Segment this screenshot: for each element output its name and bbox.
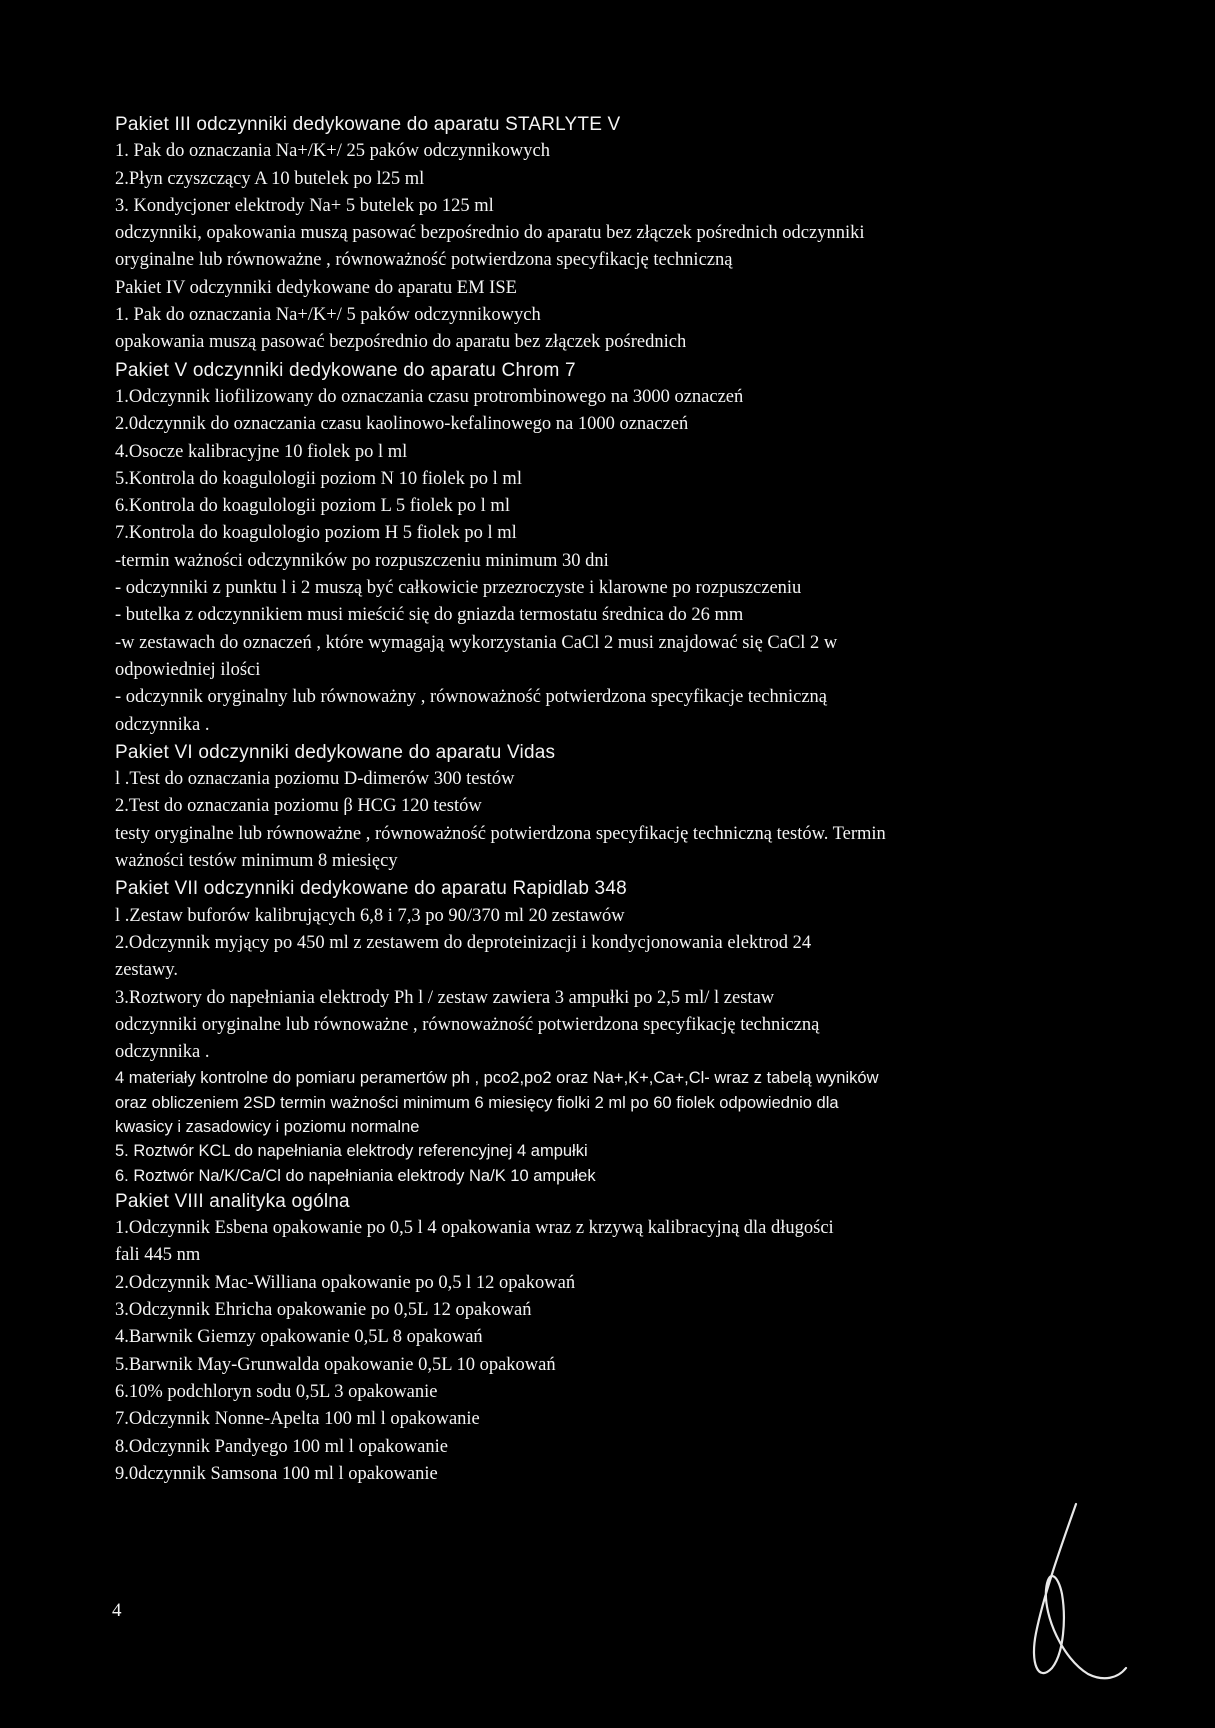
text-line: 2.Odczynnik myjący po 450 ml z zestawem do deproteinizacji i kondycjonowania elektrod 24 [115, 932, 812, 953]
text-line: 6.Kontrola do koagulologii poziom L 5 fiolek po l ml [115, 496, 510, 517]
text-line: l .Zestaw buforów kalibrujących 6,8 i 7,3 po 90/370 ml 20 zestawów [115, 905, 625, 926]
text-line: 3.Roztwory do napełniania elektrody Ph l / zestaw zawiera 3 ampułki po 2,5 ml/ l zestaw [115, 987, 775, 1008]
text-line: kwasicy i zasadowicy i poziomu normalne [115, 1117, 420, 1136]
text-line: odczynnika . [115, 1042, 210, 1063]
section-heading: Pakiet VIII analityka ogólna [115, 1190, 350, 1212]
text-line: ważności testów minimum 8 miesięcy [115, 851, 398, 872]
text-line: 1.Odczynnik liofilizowany do oznaczania czasu protrombinowego na 3000 oznaczeń [115, 386, 744, 407]
text-line: -termin ważności odczynników po rozpuszczeniu minimum 30 dni [115, 550, 609, 571]
section-heading: Pakiet VI odczynniki dedykowane do aparatu Vidas [115, 741, 556, 763]
text-line: -w zestawach do oznaczeń , które wymagają wykorzystania CaCl 2 musi znajdować się CaCl 2 w [115, 632, 838, 653]
text-line: 5. Roztwór KCL do napełniania elektrody referencyjnej 4 ampułki [115, 1142, 588, 1161]
text-line: 5.Barwnik May-Grunwalda opakowanie 0,5L 10 opakowań [115, 1354, 556, 1375]
text-line: 1.Odczynnik Esbena opakowanie po 0,5 l 4 opakowania wraz z krzywą kalibracyjną dla długości [115, 1218, 834, 1239]
text-line: 2.Test do oznaczania poziomu β HCG 120 testów [115, 796, 482, 817]
text-line: odczynniki, opakowania muszą pasować bezpośrednio do aparatu bez złączek pośrednich odczynniki [115, 223, 865, 244]
text-line: Pakiet IV odczynniki dedykowane do aparatu EM ISE [115, 277, 517, 298]
text-line: 6. Roztwór Na/K/Ca/Cl do napełniania elektrody Na/K 10 ampułek [115, 1166, 596, 1185]
text-line: 2.0dczynnik do oznaczania czasu kaolinowo-kefalinowego na 1000 oznaczeń [115, 414, 689, 435]
section-heading: Pakiet V odczynniki dedykowane do aparatu Chrom 7 [115, 359, 576, 381]
document-body [115, 111, 1115, 1488]
section-heading: Pakiet III odczynniki dedykowane do aparatu STARLYTE V [115, 114, 621, 135]
text-line: 2.Płyn czyszczący A 10 butelek po l25 ml [115, 168, 425, 189]
text-line: opakowania muszą pasować bezpośrednio do aparatu bez złączek pośrednich [115, 332, 687, 353]
text-line: - odczynniki z punktu l i 2 muszą być całkowicie przezroczyste i klarowne po rozpuszczeniu [115, 578, 802, 599]
text-line: testy oryginalne lub równoważne , równoważność potwierdzona specyfikację techniczną testów. Termin [115, 823, 886, 844]
text-line: fali 445 nm [115, 1245, 201, 1266]
text-line: 4.Osocze kalibracyjne 10 fiolek po l ml [115, 441, 408, 462]
text-line: odpowiedniej ilości [115, 659, 261, 680]
text-line: 4.Barwnik Giemzy opakowanie 0,5L 8 opakowań [115, 1327, 483, 1348]
text-line: - odczynnik oryginalny lub równoważny , równoważność potwierdzona specyfikacje techniczną [115, 687, 827, 708]
text-line: l .Test do oznaczania poziomu D-dimerów 300 testów [115, 769, 515, 790]
text-line: 4 materiały kontrolne do pomiaru peramertów ph , pco2,po2 oraz Na+,K+,Ca+,Cl- wraz z tabelą wyników [115, 1069, 879, 1088]
text-line: oryginalne lub równoważne , równoważność potwierdzona specyfikację techniczną [115, 250, 733, 271]
text-line: 3. Kondycjoner elektrody Na+ 5 butelek po 125 ml [115, 195, 494, 216]
section-heading: Pakiet VII odczynniki dedykowane do aparatu Rapidlab 348 [115, 878, 627, 900]
text-line: 6.10% podchloryn sodu 0,5L 3 opakowanie [115, 1381, 438, 1402]
text-line: 7.Odczynnik Nonne-Apelta 100 ml l opakowanie [115, 1409, 480, 1430]
text-line: odczynniki oryginalne lub równoważne , równoważność potwierdzona specyfikację techniczną [115, 1014, 820, 1035]
text-line: 7.Kontrola do koagulologio poziom H 5 fiolek po l ml [115, 523, 517, 544]
text-line: 1. Pak do oznaczania Na+/K+/ 5 paków odczynnikowych [115, 305, 541, 326]
text-line: 3.Odczynnik Ehricha opakowanie po 0,5L 12 opakowań [115, 1300, 532, 1321]
text-line: zestawy. [115, 960, 179, 981]
text-line: 8.Odczynnik Pandyego 100 ml l opakowanie [115, 1436, 448, 1457]
text-line: odczynnika . [115, 714, 210, 735]
text-line: 2.Odczynnik Mac-Williana opakowanie po 0,5 l 12 opakowań [115, 1272, 576, 1293]
text-line: 9.0dczynnik Samsona 100 ml l opakowanie [115, 1463, 438, 1484]
text-line: oraz obliczeniem 2SD termin ważności minimum 6 miesięcy fiolki 2 ml po 60 fiolek odpowiednio dla [115, 1093, 839, 1112]
page-number: 4 [112, 1600, 122, 1621]
text-line: 5.Kontrola do koagulologii poziom N 10 fiolek po l ml [115, 468, 522, 489]
text-line: - butelka z odczynnikiem musi mieścić się do gniazda termostatu średnica do 26 mm [115, 605, 744, 626]
text-line: 1. Pak do oznaczania Na+/K+/ 25 paków odczynnikowych [115, 141, 550, 162]
handwritten-signature [1018, 1498, 1128, 1688]
